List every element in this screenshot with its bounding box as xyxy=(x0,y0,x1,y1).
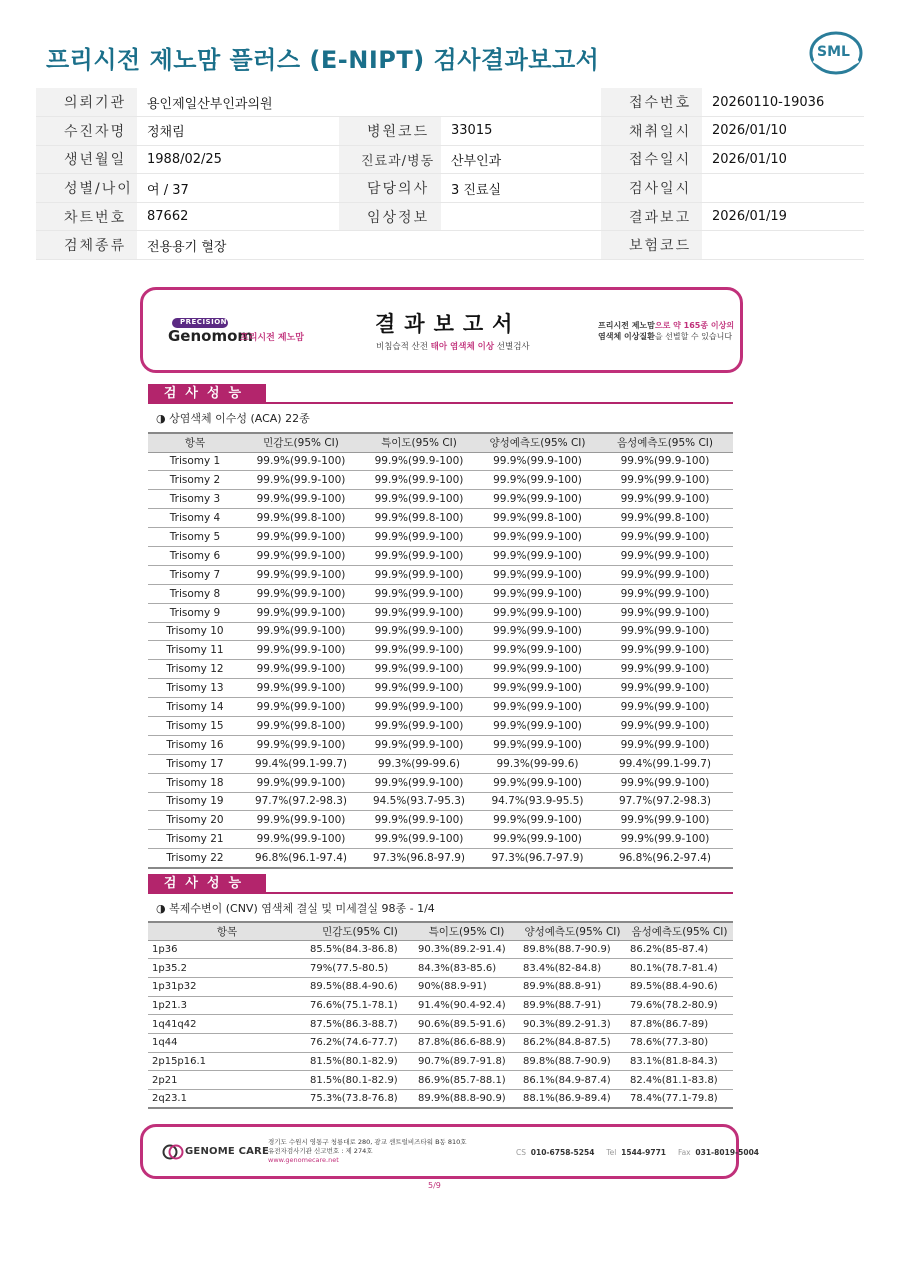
metric-cell: 99.9%(99.9-100) xyxy=(478,471,597,490)
metric-cell: 83.4%(82-84.8) xyxy=(519,959,626,978)
info-row xyxy=(36,145,864,174)
metric-cell: 99.9%(99.9-100) xyxy=(360,490,478,509)
info-value: 1988/02/25 xyxy=(137,145,339,174)
row-item-cell: Trisomy 22 xyxy=(148,849,242,868)
metric-cell: 99.9%(99.9-100) xyxy=(360,716,478,735)
metric-cell: 89.8%(88.7-90.9) xyxy=(519,1052,626,1071)
info-value: 20260110-19036 xyxy=(702,88,864,117)
metric-cell: 99.9%(99.9-100) xyxy=(360,679,478,698)
table-row xyxy=(148,565,733,584)
table-header-row xyxy=(148,433,733,452)
row-item-cell: Trisomy 10 xyxy=(148,622,242,641)
table-row xyxy=(148,546,733,565)
metric-cell: 99.9%(99.9-100) xyxy=(478,452,597,471)
metric-cell: 79%(77.5-80.5) xyxy=(306,959,414,978)
cnv-performance-table xyxy=(148,921,733,1109)
table-row xyxy=(148,528,733,547)
metric-cell: 99.9%(99.9-100) xyxy=(597,735,733,754)
metric-cell: 99.9%(99.9-100) xyxy=(360,528,478,547)
metric-cell: 90.3%(89.2-91.3) xyxy=(519,1015,626,1034)
row-item-cell: 2p21 xyxy=(148,1071,306,1090)
row-item-cell: Trisomy 7 xyxy=(148,565,242,584)
metric-cell: 99.9%(99.9-100) xyxy=(597,830,733,849)
metric-cell: 99.9%(99.9-100) xyxy=(478,716,597,735)
metric-cell: 99.9%(99.9-100) xyxy=(360,603,478,622)
metric-cell: 99.9%(99.9-100) xyxy=(360,471,478,490)
company-website-link[interactable]: www.genomecare.net xyxy=(268,1156,339,1164)
info-value: 2026/01/10 xyxy=(702,145,864,174)
metric-cell: 99.9%(99.9-100) xyxy=(360,584,478,603)
metric-cell: 99.9%(99.9-100) xyxy=(360,811,478,830)
section-caption: ◑ 상염색체 이수성 (ACA) 22종 xyxy=(156,412,310,425)
metric-cell: 96.8%(96.2-97.4) xyxy=(597,849,733,868)
info-label: 생년월일 xyxy=(36,145,137,174)
metric-cell: 89.5%(88.4-90.6) xyxy=(306,977,414,996)
metric-cell: 99.4%(99.1-99.7) xyxy=(597,754,733,773)
info-label: 병원코드 xyxy=(339,117,441,146)
row-item-cell: Trisomy 15 xyxy=(148,716,242,735)
metric-cell: 99.9%(99.8-100) xyxy=(242,509,360,528)
row-item-cell: Trisomy 19 xyxy=(148,792,242,811)
table-row xyxy=(148,471,733,490)
metric-cell: 99.9%(99.9-100) xyxy=(242,830,360,849)
metric-cell: 89.9%(88.8-90.9) xyxy=(414,1090,519,1109)
row-item-cell: Trisomy 5 xyxy=(148,528,242,547)
metric-cell: 99.4%(99.1-99.7) xyxy=(242,754,360,773)
metric-cell: 99.9%(99.9-100) xyxy=(242,565,360,584)
metric-cell: 99.9%(99.9-100) xyxy=(597,528,733,547)
metric-cell: 99.9%(99.9-100) xyxy=(597,471,733,490)
metric-cell: 90.6%(89.5-91.6) xyxy=(414,1015,519,1034)
table-row xyxy=(148,452,733,471)
metric-cell: 99.9%(99.9-100) xyxy=(597,660,733,679)
table-row xyxy=(148,698,733,717)
metric-cell: 78.4%(77.1-79.8) xyxy=(626,1090,733,1109)
metric-cell: 94.7%(93.9-95.5) xyxy=(478,792,597,811)
row-item-cell: 1q44 xyxy=(148,1033,306,1052)
patient-info-table xyxy=(36,88,864,260)
table-row xyxy=(148,490,733,509)
metric-cell: 99.9%(99.9-100) xyxy=(360,622,478,641)
metric-cell: 99.9%(99.9-100) xyxy=(478,773,597,792)
metric-cell: 99.9%(99.9-100) xyxy=(242,773,360,792)
metric-cell: 99.9%(99.9-100) xyxy=(242,698,360,717)
table-row xyxy=(148,1033,733,1052)
metric-cell: 99.9%(99.9-100) xyxy=(597,490,733,509)
metric-cell: 99.9%(99.9-100) xyxy=(242,603,360,622)
info-label: 접수번호 xyxy=(601,88,702,117)
metric-cell: 87.8%(86.7-89) xyxy=(626,1015,733,1034)
metric-cell: 99.9%(99.9-100) xyxy=(242,660,360,679)
info-label: 결과보고 xyxy=(601,202,702,231)
info-value: 산부인과 xyxy=(441,145,601,174)
metric-cell: 99.3%(99-99.6) xyxy=(478,754,597,773)
table-row xyxy=(148,641,733,660)
brand-subtitle: 프리시전 제노맘 xyxy=(240,333,304,343)
row-item-cell: 1p31p32 xyxy=(148,977,306,996)
metric-cell: 96.8%(96.1-97.4) xyxy=(242,849,360,868)
metric-cell: 99.9%(99.9-100) xyxy=(597,546,733,565)
report-title: 결과보고서 xyxy=(375,312,522,336)
metric-cell: 99.9%(99.9-100) xyxy=(478,528,597,547)
page-number: 5/9 xyxy=(428,1181,441,1190)
column-header: 특이도(95% CI) xyxy=(414,922,519,940)
row-item-cell: Trisomy 13 xyxy=(148,679,242,698)
metric-cell: 99.9%(99.9-100) xyxy=(478,660,597,679)
company-address: 경기도 수원시 영통구 청룡대로 280, 광교 센트럴비즈타워 B동 810호 유전자검사기관 신고번호 : 제 274호 www.genomecare.net xyxy=(268,1138,467,1164)
column-header: 민감도(95% CI) xyxy=(242,433,360,452)
info-row xyxy=(36,231,864,260)
metric-cell: 99.3%(99-99.6) xyxy=(360,754,478,773)
column-header: 음성예측도(95% CI) xyxy=(597,433,733,452)
info-label: 의뢰기관 xyxy=(36,88,137,117)
info-value xyxy=(702,231,864,260)
metric-cell: 99.9%(99.9-100) xyxy=(478,811,597,830)
metric-cell: 99.9%(99.9-100) xyxy=(597,565,733,584)
metric-cell: 81.5%(80.1-82.9) xyxy=(306,1071,414,1090)
metric-cell: 99.9%(99.9-100) xyxy=(242,471,360,490)
metric-cell: 99.9%(99.8-100) xyxy=(478,509,597,528)
row-item-cell: 2p15p16.1 xyxy=(148,1052,306,1071)
table-row xyxy=(148,679,733,698)
row-item-cell: 2q23.1 xyxy=(148,1090,306,1109)
info-label: 임상정보 xyxy=(339,202,441,231)
info-label: 검사일시 xyxy=(601,174,702,203)
info-label: 검체종류 xyxy=(36,231,137,260)
info-row xyxy=(36,174,864,203)
table-row xyxy=(148,849,733,868)
genome-care-name: GENOME CARE xyxy=(185,1146,269,1157)
info-row xyxy=(36,88,864,117)
table-row xyxy=(148,792,733,811)
row-item-cell: Trisomy 2 xyxy=(148,471,242,490)
info-value: 여 / 37 xyxy=(137,174,339,203)
metric-cell: 99.9%(99.9-100) xyxy=(478,679,597,698)
metric-cell: 78.6%(77.3-80) xyxy=(626,1033,733,1052)
metric-cell: 89.5%(88.4-90.6) xyxy=(626,977,733,996)
metric-cell: 97.3%(96.8-97.9) xyxy=(360,849,478,868)
metric-cell: 99.9%(99.9-100) xyxy=(242,622,360,641)
row-item-cell: Trisomy 4 xyxy=(148,509,242,528)
metric-cell: 84.3%(83-85.6) xyxy=(414,959,519,978)
metric-cell: 99.9%(99.9-100) xyxy=(597,452,733,471)
row-item-cell: Trisomy 1 xyxy=(148,452,242,471)
row-item-cell: 1q41q42 xyxy=(148,1015,306,1034)
metric-cell: 99.9%(99.8-100) xyxy=(242,716,360,735)
metric-cell: 89.9%(88.8-91) xyxy=(519,977,626,996)
company-contact: CS 010-6758-5254 Tel 1544-9771 Fax 031-8019-5004 xyxy=(516,1148,760,1157)
metric-cell: 99.9%(99.9-100) xyxy=(478,735,597,754)
metric-cell: 99.9%(99.9-100) xyxy=(478,830,597,849)
metric-cell: 76.6%(75.1-78.1) xyxy=(306,996,414,1015)
info-label: 보험코드 xyxy=(601,231,702,260)
metric-cell: 99.9%(99.8-100) xyxy=(360,509,478,528)
metric-cell: 94.5%(93.7-95.3) xyxy=(360,792,478,811)
metric-cell: 99.9%(99.9-100) xyxy=(478,584,597,603)
row-item-cell: Trisomy 17 xyxy=(148,754,242,773)
table-row xyxy=(148,509,733,528)
sml-logo-text: SML xyxy=(817,44,850,60)
column-header: 항목 xyxy=(148,922,306,940)
section-caption: ◑ 복제수변이 (CNV) 염색체 결실 및 미세결실 98종 - 1/4 xyxy=(156,902,435,915)
info-value: 용인제일산부인과의원 xyxy=(137,88,339,117)
metric-cell: 99.9%(99.9-100) xyxy=(360,773,478,792)
metric-cell: 89.9%(88.7-91) xyxy=(519,996,626,1015)
row-item-cell: Trisomy 16 xyxy=(148,735,242,754)
info-value xyxy=(702,174,864,203)
metric-cell: 99.9%(99.9-100) xyxy=(360,452,478,471)
metric-cell: 99.9%(99.9-100) xyxy=(360,546,478,565)
metric-cell: 89.8%(88.7-90.9) xyxy=(519,940,626,959)
report-subtitle: 비침습적 산전 태아 염색체 이상 선별검사 xyxy=(376,342,530,352)
section-tab: 검사성능 xyxy=(148,384,266,404)
metric-cell: 75.3%(73.8-76.8) xyxy=(306,1090,414,1109)
metric-cell: 99.9%(99.9-100) xyxy=(242,735,360,754)
metric-cell: 76.2%(74.6-77.7) xyxy=(306,1033,414,1052)
row-item-cell: Trisomy 9 xyxy=(148,603,242,622)
metric-cell: 99.9%(99.9-100) xyxy=(360,698,478,717)
column-header: 양성예측도(95% CI) xyxy=(478,433,597,452)
metric-cell: 87.5%(86.3-88.7) xyxy=(306,1015,414,1034)
table-row xyxy=(148,1015,733,1034)
info-value: 2026/01/19 xyxy=(702,202,864,231)
row-item-cell: Trisomy 8 xyxy=(148,584,242,603)
table-row xyxy=(148,773,733,792)
table-row xyxy=(148,959,733,978)
metric-cell: 85.5%(84.3-86.8) xyxy=(306,940,414,959)
row-item-cell: Trisomy 14 xyxy=(148,698,242,717)
table-row xyxy=(148,830,733,849)
table-row xyxy=(148,622,733,641)
metric-cell: 99.9%(99.9-100) xyxy=(360,830,478,849)
info-label: 진료과/병동 xyxy=(339,145,441,174)
metric-cell: 88.1%(86.9-89.4) xyxy=(519,1090,626,1109)
table-row xyxy=(148,996,733,1015)
metric-cell: 91.4%(90.4-92.4) xyxy=(414,996,519,1015)
metric-cell: 99.9%(99.9-100) xyxy=(242,811,360,830)
row-item-cell: Trisomy 18 xyxy=(148,773,242,792)
metric-cell: 82.4%(81.1-83.8) xyxy=(626,1071,733,1090)
row-item-cell: 1p36 xyxy=(148,940,306,959)
metric-cell: 99.9%(99.9-100) xyxy=(242,584,360,603)
metric-cell: 86.9%(85.7-88.1) xyxy=(414,1071,519,1090)
metric-cell: 99.9%(99.9-100) xyxy=(597,773,733,792)
metric-cell: 86.2%(85-87.4) xyxy=(626,940,733,959)
metric-cell: 99.9%(99.9-100) xyxy=(597,716,733,735)
column-header: 민감도(95% CI) xyxy=(306,922,414,940)
metric-cell: 99.9%(99.9-100) xyxy=(597,641,733,660)
info-label: 채취일시 xyxy=(601,117,702,146)
column-header: 양성예측도(95% CI) xyxy=(519,922,626,940)
row-item-cell: Trisomy 12 xyxy=(148,660,242,679)
metric-cell: 81.5%(80.1-82.9) xyxy=(306,1052,414,1071)
column-header: 음성예측도(95% CI) xyxy=(626,922,733,940)
metric-cell: 99.9%(99.9-100) xyxy=(478,603,597,622)
aca-performance-table xyxy=(148,432,733,869)
info-label: 접수일시 xyxy=(601,145,702,174)
info-label: 수진자명 xyxy=(36,117,137,146)
table-row xyxy=(148,716,733,735)
metric-cell: 97.7%(97.2-98.3) xyxy=(242,792,360,811)
info-label: 성별/나이 xyxy=(36,174,137,203)
metric-cell: 99.9%(99.9-100) xyxy=(597,698,733,717)
metric-cell: 99.9%(99.9-100) xyxy=(478,565,597,584)
metric-cell: 99.9%(99.9-100) xyxy=(242,679,360,698)
metric-cell: 99.9%(99.9-100) xyxy=(360,735,478,754)
metric-cell: 97.7%(97.2-98.3) xyxy=(597,792,733,811)
metric-cell: 99.9%(99.9-100) xyxy=(597,603,733,622)
row-item-cell: Trisomy 11 xyxy=(148,641,242,660)
metric-cell: 79.6%(78.2-80.9) xyxy=(626,996,733,1015)
info-value: 전용용기 혈장 xyxy=(137,231,339,260)
metric-cell: 99.9%(99.9-100) xyxy=(360,641,478,660)
row-item-cell: Trisomy 6 xyxy=(148,546,242,565)
info-label: 담당의사 xyxy=(339,174,441,203)
table-row xyxy=(148,1090,733,1109)
metric-cell: 99.9%(99.9-100) xyxy=(597,679,733,698)
info-value xyxy=(441,202,601,231)
precision-badge-label: PRECISION xyxy=(180,318,227,326)
metric-cell: 90%(88.9-91) xyxy=(414,977,519,996)
metric-cell: 99.9%(99.9-100) xyxy=(242,528,360,547)
table-row xyxy=(148,754,733,773)
row-item-cell: Trisomy 21 xyxy=(148,830,242,849)
table-row xyxy=(148,1071,733,1090)
table-row xyxy=(148,940,733,959)
metric-cell: 99.9%(99.9-100) xyxy=(478,546,597,565)
info-row xyxy=(36,202,864,231)
metric-cell: 99.9%(99.9-100) xyxy=(597,584,733,603)
column-header: 항목 xyxy=(148,433,242,452)
metric-cell: 86.1%(84.9-87.4) xyxy=(519,1071,626,1090)
metric-cell: 99.9%(99.9-100) xyxy=(242,490,360,509)
metric-cell: 99.9%(99.8-100) xyxy=(597,509,733,528)
metric-cell: 97.3%(96.7-97.9) xyxy=(478,849,597,868)
metric-cell: 99.9%(99.9-100) xyxy=(597,811,733,830)
table-row xyxy=(148,811,733,830)
row-item-cell: 1p21.3 xyxy=(148,996,306,1015)
info-row xyxy=(36,117,864,146)
metric-cell: 83.1%(81.8-84.3) xyxy=(626,1052,733,1071)
metric-cell: 90.3%(89.2-91.4) xyxy=(414,940,519,959)
row-item-cell: 1p35.2 xyxy=(148,959,306,978)
table-row xyxy=(148,977,733,996)
info-value: 3 진료실 xyxy=(441,174,601,203)
metric-cell: 99.9%(99.9-100) xyxy=(478,622,597,641)
row-item-cell: Trisomy 3 xyxy=(148,490,242,509)
table-row xyxy=(148,584,733,603)
metric-cell: 99.9%(99.9-100) xyxy=(242,641,360,660)
metric-cell: 80.1%(78.7-81.4) xyxy=(626,959,733,978)
metric-cell: 99.9%(99.9-100) xyxy=(360,565,478,584)
info-value: 87662 xyxy=(137,202,339,231)
table-header-row xyxy=(148,922,733,940)
info-value: 2026/01/10 xyxy=(702,117,864,146)
metric-cell: 86.2%(84.8-87.5) xyxy=(519,1033,626,1052)
table-row xyxy=(148,1052,733,1071)
metric-cell: 99.9%(99.9-100) xyxy=(478,698,597,717)
info-label: 차트번호 xyxy=(36,202,137,231)
info-value: 정채림 xyxy=(137,117,339,146)
page-title: 프리시전 제노맘 플러스 (E-NIPT) 검사결과보고서 xyxy=(46,46,600,74)
table-row xyxy=(148,660,733,679)
metric-cell: 99.9%(99.9-100) xyxy=(242,452,360,471)
genome-care-logo-icon xyxy=(162,1143,184,1161)
row-item-cell: Trisomy 20 xyxy=(148,811,242,830)
metric-cell: 99.9%(99.9-100) xyxy=(242,546,360,565)
section-tab: 검사성능 xyxy=(148,874,266,894)
table-row xyxy=(148,735,733,754)
info-value: 33015 xyxy=(441,117,601,146)
metric-cell: 99.9%(99.9-100) xyxy=(478,641,597,660)
brand-name: Genomom xyxy=(168,327,254,345)
metric-cell: 99.9%(99.9-100) xyxy=(360,660,478,679)
metric-cell: 99.9%(99.9-100) xyxy=(597,622,733,641)
metric-cell: 99.9%(99.9-100) xyxy=(478,490,597,509)
column-header: 특이도(95% CI) xyxy=(360,433,478,452)
metric-cell: 90.7%(89.7-91.8) xyxy=(414,1052,519,1071)
metric-cell: 87.8%(86.6-88.9) xyxy=(414,1033,519,1052)
table-row xyxy=(148,603,733,622)
report-tagline: 프리시전 제노맘으로 약 165종 이상의 염색체 이상질환을 선별할 수 있습니다 xyxy=(598,321,735,341)
